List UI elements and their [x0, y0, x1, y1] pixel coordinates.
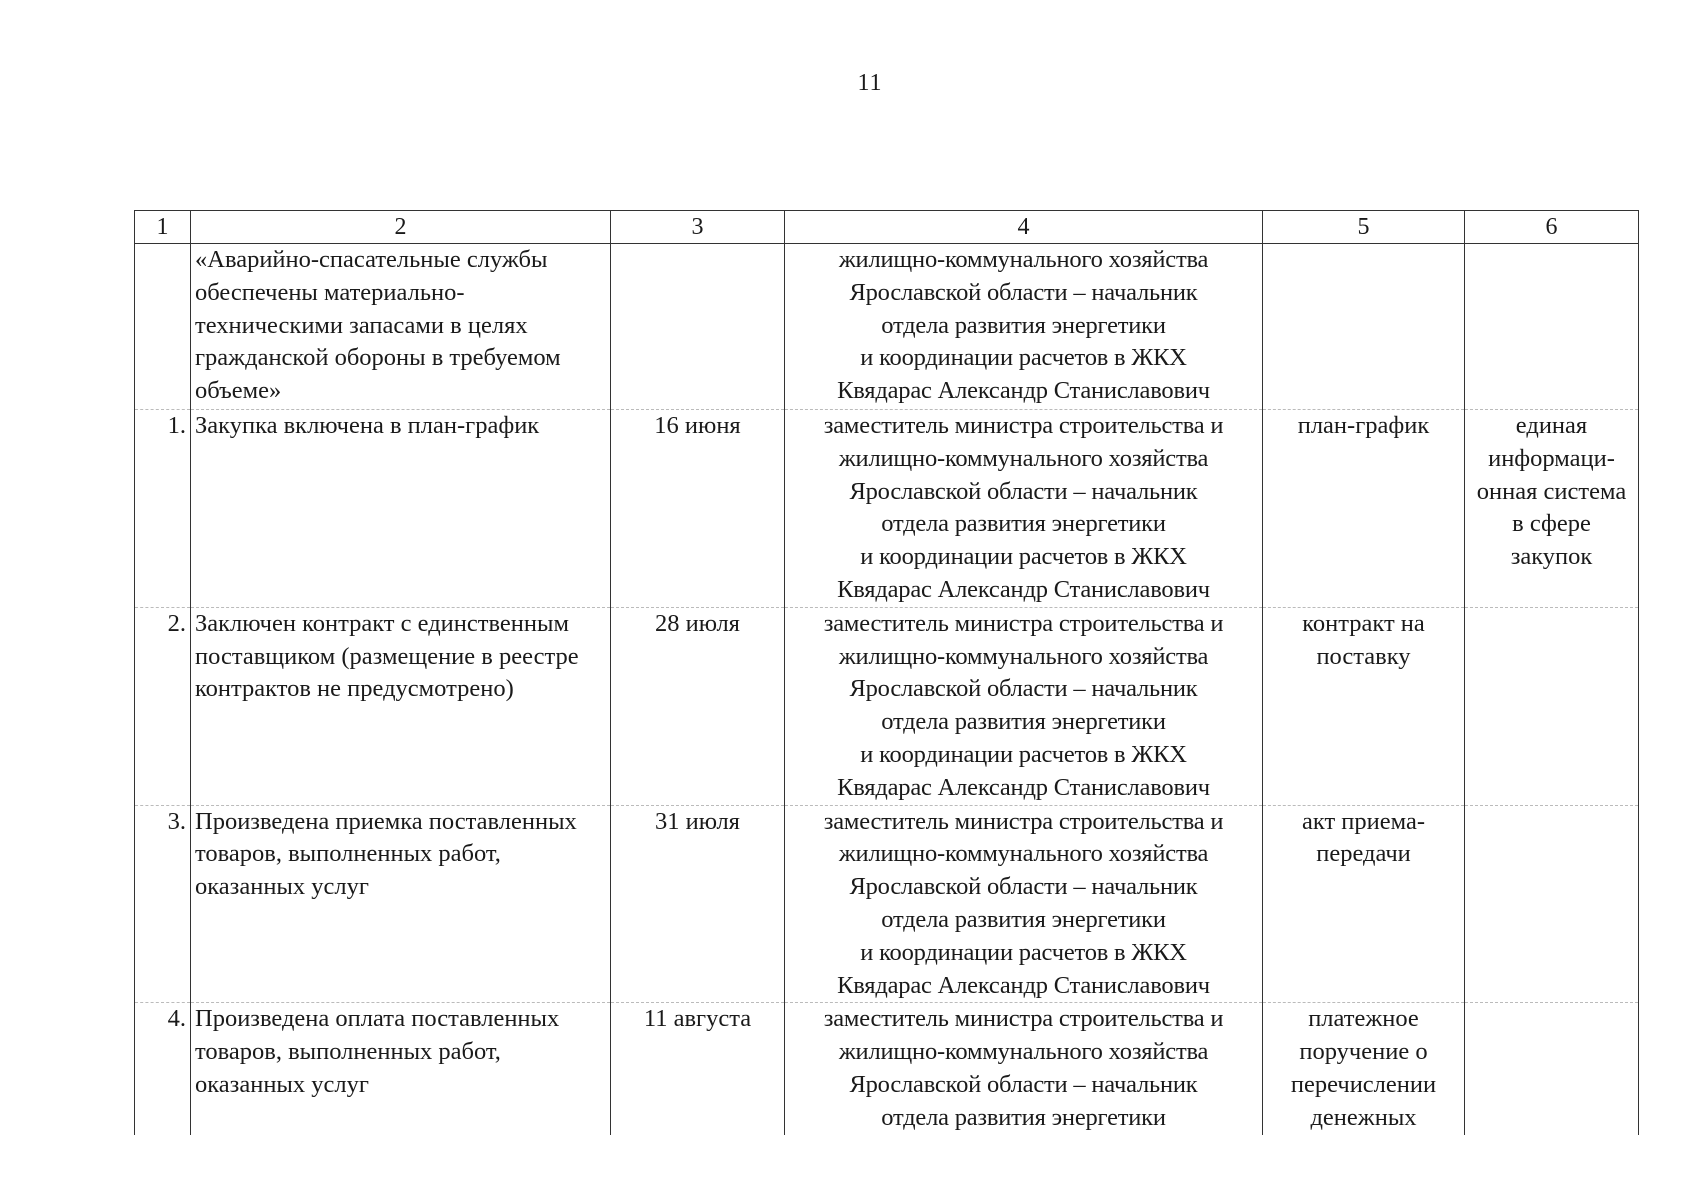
responsible-line: заместитель министра строительства и [823, 609, 1224, 637]
row-description: Заключен контракт с единственным поставщиком (размещение в реестре контрактов не предусмотрено) [191, 607, 611, 805]
row-date [611, 244, 785, 410]
responsible-line: Ярославской области – начальник [849, 477, 1198, 505]
responsible-line: и координации расчетов в ЖКХ [860, 344, 1187, 372]
row-number: 2. [135, 607, 191, 805]
measures-table [134, 210, 1639, 1135]
row-system [1465, 607, 1639, 805]
page-number: 11 [857, 70, 883, 96]
responsible-line: Квядарас Александр Станиславович [837, 773, 1210, 801]
responsible-line: Ярославской области – начальник [849, 1070, 1198, 1098]
table-header-row [135, 211, 1639, 244]
column-header: 5 [1263, 211, 1465, 244]
table-row [135, 244, 1639, 410]
responsible-line: Квядарас Александр Станиславович [837, 377, 1210, 405]
responsible-line: заместитель министра строительства и [823, 807, 1224, 835]
responsible-line: Квядарас Александр Станиславович [837, 971, 1210, 999]
table-row [135, 805, 1639, 1003]
row-responsible [785, 1003, 1263, 1135]
column-header: 1 [135, 211, 191, 244]
row-system [1465, 244, 1639, 410]
row-document: платежное поручение о перечислении денежных [1263, 1003, 1465, 1135]
responsible-line: отдела развития энергетики [881, 311, 1166, 339]
responsible-line: отдела развития энергетики [881, 905, 1166, 933]
row-description: Произведена оплата поставленных товаров, выполненных работ, оказанных услуг [191, 1003, 611, 1135]
row-date: 16 июня [611, 410, 785, 608]
column-header: 2 [191, 211, 611, 244]
row-number: 1. [135, 410, 191, 608]
row-document: контракт на поставку [1263, 607, 1465, 805]
row-number [135, 244, 191, 410]
row-document: план-график [1263, 410, 1465, 608]
row-number: 3. [135, 805, 191, 1003]
row-date: 11 августа [611, 1003, 785, 1135]
row-document: акт приема-передачи [1263, 805, 1465, 1003]
responsible-line: Квядарас Александр Станиславович [837, 575, 1210, 603]
row-description: «Аварийно-спасательные службы обеспечены материально-техническими запасами в целях гражданской обороны в требуемом объеме» [191, 244, 611, 410]
row-responsible [785, 410, 1263, 608]
responsible-line: и координации расчетов в ЖКХ [860, 938, 1187, 966]
table-row [135, 1003, 1639, 1135]
responsible-line: заместитель министра строительства и [823, 412, 1224, 439]
column-header: 4 [785, 211, 1263, 244]
column-header: 3 [611, 211, 785, 244]
responsible-line: жилищно-коммунального хозяйства [838, 246, 1209, 273]
row-system: единая информаци-онная система в сфере закупок [1465, 410, 1639, 608]
responsible-line: Ярославской области – начальник [849, 873, 1198, 901]
responsible-line: жилищно-коммунального хозяйства [838, 444, 1209, 472]
responsible-line: отдела развития энергетики [881, 510, 1166, 538]
table-row [135, 410, 1639, 608]
responsible-line: жилищно-коммунального хозяйства [838, 1038, 1209, 1066]
responsible-line: Ярославской области – начальник [849, 675, 1198, 703]
row-document [1263, 244, 1465, 410]
responsible-line: жилищно-коммунального хозяйства [838, 642, 1209, 670]
responsible-line: и координации расчетов в ЖКХ [860, 543, 1187, 571]
row-system [1465, 1003, 1639, 1135]
row-system [1465, 805, 1639, 1003]
table-row [135, 607, 1639, 805]
row-responsible [785, 244, 1263, 410]
row-responsible [785, 607, 1263, 805]
responsible-line: жилищно-коммунального хозяйства [838, 840, 1209, 868]
row-description: Произведена приемка поставленных товаров, выполненных работ, оказанных услуг [191, 805, 611, 1003]
row-date: 31 июля [611, 805, 785, 1003]
row-responsible [785, 805, 1263, 1003]
responsible-line: отдела развития энергетики [881, 708, 1166, 736]
column-header: 6 [1465, 211, 1639, 244]
responsible-line: отдела развития энергетики [881, 1103, 1166, 1131]
responsible-line: Ярославской области – начальник [849, 278, 1198, 306]
responsible-line: заместитель министра строительства и [823, 1005, 1224, 1033]
responsible-line: и координации расчетов в ЖКХ [860, 740, 1187, 768]
row-number: 4. [135, 1003, 191, 1135]
row-date: 28 июля [611, 607, 785, 805]
row-description: Закупка включена в план-график [191, 410, 611, 608]
